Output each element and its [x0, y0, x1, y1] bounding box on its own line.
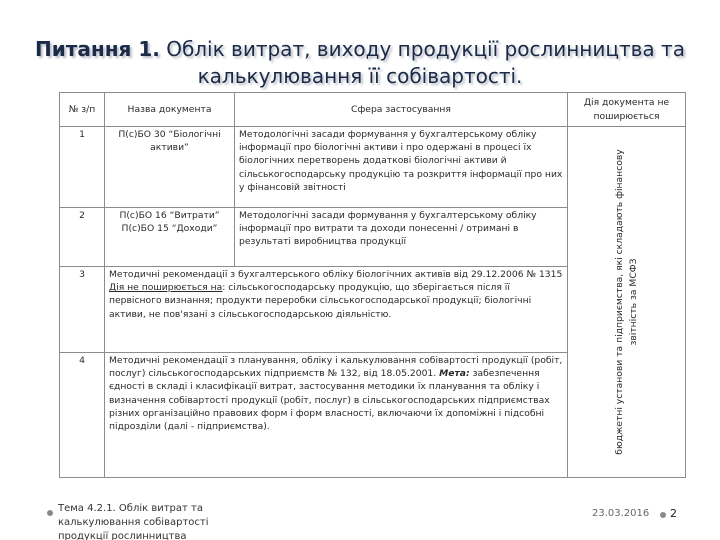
row-4-text	[105, 353, 568, 478]
row-4-label: Мета:	[439, 368, 470, 380]
table-row	[60, 127, 686, 208]
slide-title	[0, 36, 720, 90]
table-header-row	[60, 93, 686, 127]
row-4-num: 4	[60, 353, 105, 478]
row-3-num: 3	[60, 267, 105, 353]
header-num: № з/п	[60, 93, 105, 127]
row-1-num: 1	[60, 127, 105, 208]
page-number: 2	[670, 507, 677, 520]
footer-page-bullet-icon	[660, 512, 666, 518]
title-text: Облік витрат, виходу продукції рослинництва та калькулювання її собівартості.	[159, 37, 685, 88]
documents-table	[59, 92, 686, 478]
not-applies-note: бюджетні установи та підприємства, які складають фінансову звітність за МСФЗ	[613, 149, 639, 455]
footer-date: 23.03.2016	[592, 508, 650, 519]
not-applies-cell	[568, 127, 686, 478]
row-4-detail: забезпечення єдності в складі і класифікації витрат, застосування методики їх планування та обліку і визначення собівартості продукції (робіт, послуг) в сільськогосподарських підприємствах різних організаційно правових форм і форм власності, включаючи їх допоміжні і підсобні підрозділи (далі - підприємства).	[109, 368, 550, 433]
row-2-scope: Методологічні засади формування у бухгалтерському обліку інформації про витрати та доходи понесенні / отримані в результаті виробництва продукції	[235, 208, 568, 267]
row-1-scope: Методологічні засади формування у бухгалтерському обліку інформації про біологічні активи і про одержані в процесі їх біологічних перетворень додаткові біологічні активи й сільськогосподарську продукцію та розкриття інформації про них у фінансовій звітності	[235, 127, 568, 208]
header-name: Назва документа	[105, 93, 235, 127]
row-3-label: Дія не поширюється на	[109, 282, 223, 294]
footer-topic: Тема 4.2.1. Облік витрат та калькулювання собівартості продукції рослинництва	[58, 503, 209, 540]
header-not-applies: Дія документа не поширюється	[568, 93, 686, 127]
row-2-name: П(с)БО 16 “Витрати” П(с)БО 15 “Доходи”	[105, 208, 235, 267]
row-3-text	[105, 267, 568, 353]
header-scope: Сфера застосування	[235, 93, 568, 127]
row-1-name: П(с)БО 30 “Біологічні активи”	[105, 127, 235, 208]
row-3-detail: : сільськогосподарську продукцію, що зберігається після її первісного визнання; продукти переробки сільськогосподарської продукції; біологічні активи, не пов'язані з сільськогосподарською діяльністю.	[109, 282, 532, 320]
row-3-title: Методичні рекомендації з бухгалтерського обліку біологічних активів від 29.12.2006 № 1315	[109, 269, 563, 280]
row-4-title: Методичні рекомендації з планування, обліку і калькулювання собівартості продукції (робіт, послуг) сільськогосподарських підприємств № 132, від 18.05.2001.	[109, 355, 563, 380]
title-label: Питання 1.	[35, 37, 160, 61]
footer-bullet-icon	[47, 510, 53, 516]
row-2-num: 2	[60, 208, 105, 267]
